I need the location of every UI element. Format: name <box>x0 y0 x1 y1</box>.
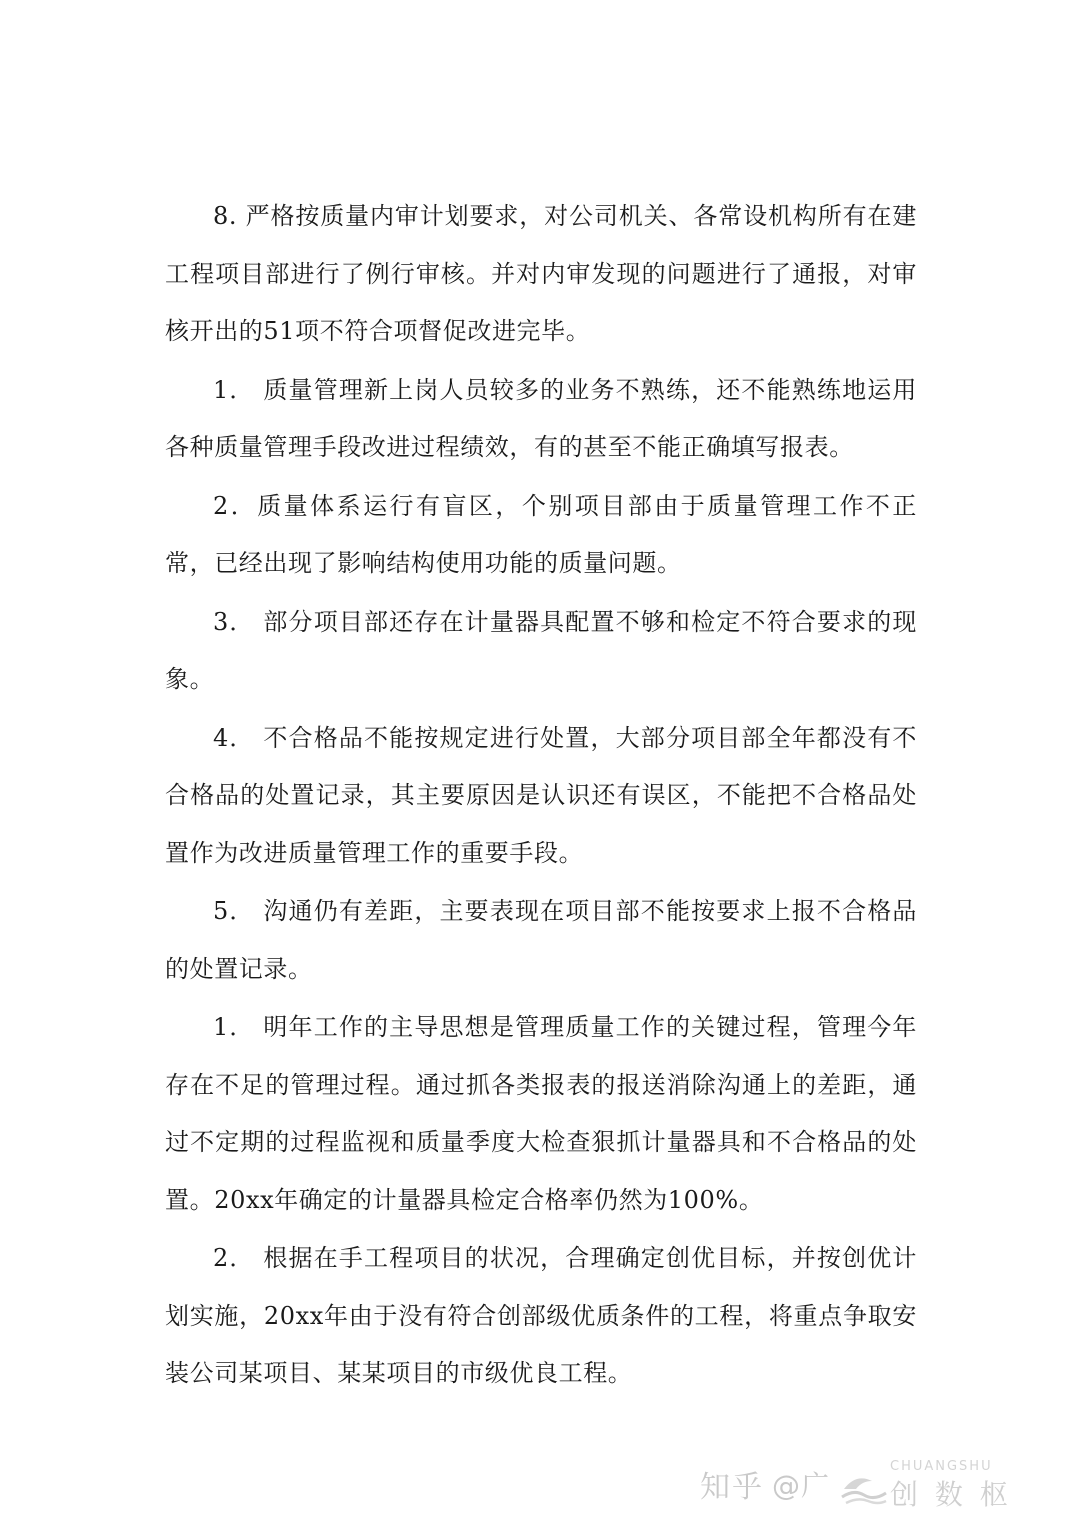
document-body <box>165 188 917 1404</box>
paragraph: 1． 质量管理新上岗人员较多的业务不熟练，还不能熟练地运用各种质量管理手段改进过程绩效，有的甚至不能正确填写报表。 <box>165 375 917 461</box>
watermark-logo-text: 创 数 枢 <box>890 1478 1012 1511</box>
watermark-platform: 知乎 <box>699 1470 764 1505</box>
watermark-logo-subtext: CHUANGSHU <box>890 1459 993 1474</box>
paragraph: 1． 明年工作的主导思想是管理质量工作的关键过程，管理今年存在不足的管理过程。通过抓各类报表的报送消除沟通上的差距，通过不定期的过程监视和质量季度大检查狠抓计量器具和不合格品的处置。20xx年确定的计量器具检定合格率仍然为100%。 <box>165 1013 917 1214</box>
paragraph: 2． 根据在手工程项目的状况，合理确定创优目标，并按创优计划实施，20xx年由于没有符合创部级优质条件的工程，将重点争取安装公司某项目、某某项目的市级优良工程。 <box>165 1244 917 1387</box>
watermark <box>700 1459 1068 1509</box>
watermark-logo <box>838 1459 1068 1509</box>
paragraph: 5． 沟通仍有差距，主要表现在项目部不能按要求上报不合格品的处置记录。 <box>165 897 917 983</box>
watermark-author: @广 <box>771 1469 830 1502</box>
bird-wave-logo-icon <box>838 1459 888 1509</box>
paragraph: 8. 严格按质量内审计划要求，对公司机关、各常设机构所有在建工程项目部进行了例行审核。并对内审发现的问题进行了通报，对审核开出的51项不符合项督促改进完毕。 <box>165 202 917 345</box>
paragraph: 3． 部分项目部还存在计量器具配置不够和检定不符合要求的现象。 <box>165 607 917 693</box>
paragraph: 4． 不合格品不能按规定进行处置，大部分项目部全年都没有不合格品的处置记录，其主要原因是认识还有误区，不能把不合格品处置作为改进质量管理工作的重要手段。 <box>165 723 917 867</box>
paragraph: 2．质量体系运行有盲区，个别项目部由于质量管理工作不正常，已经出现了影响结构使用功能的质量问题。 <box>165 491 917 577</box>
